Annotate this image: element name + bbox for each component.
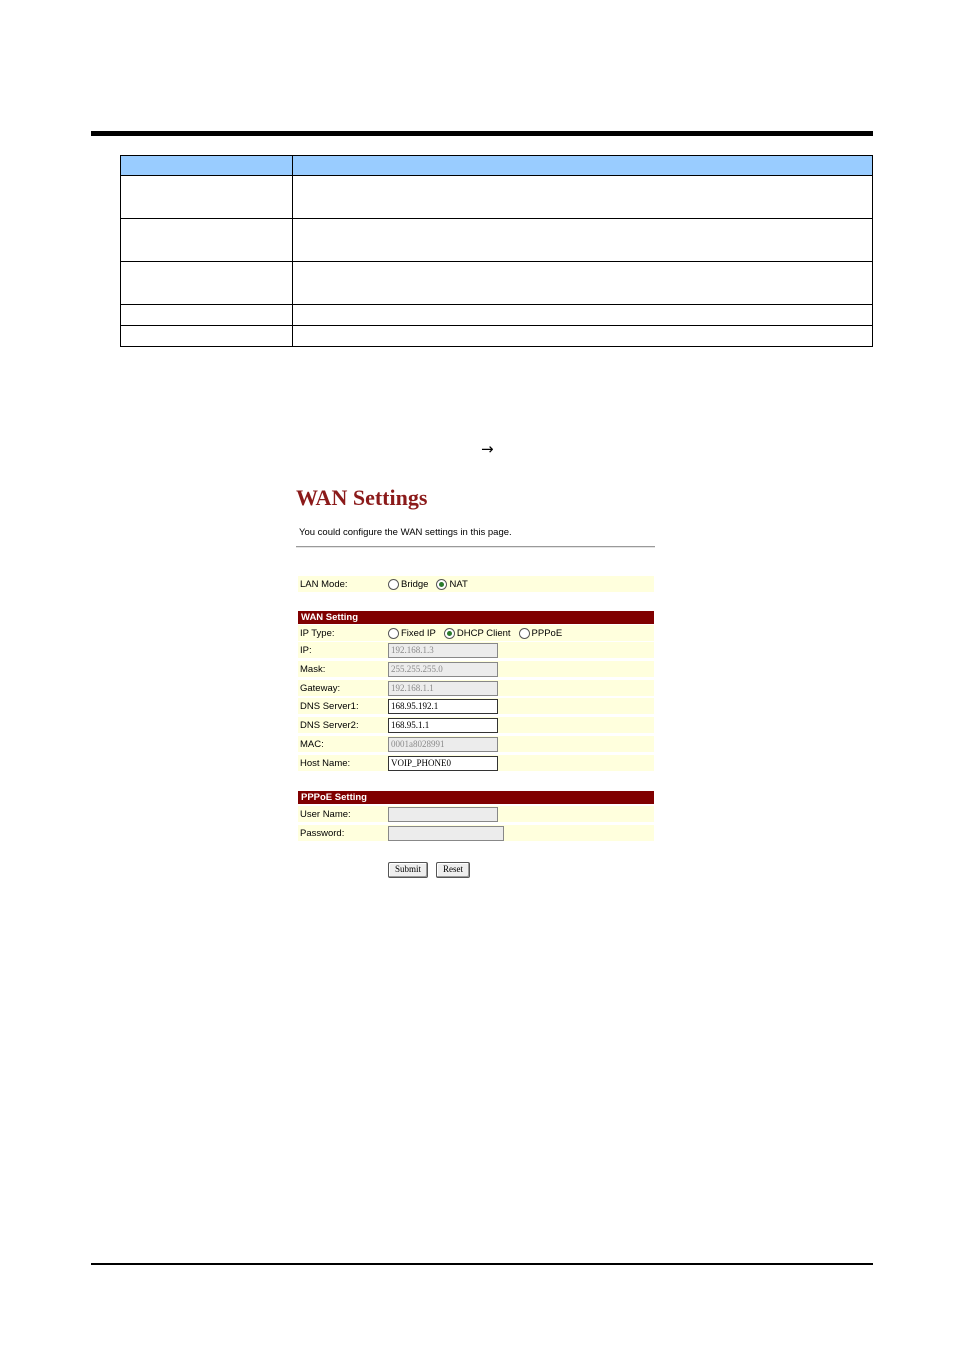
lan-mode-bridge-option[interactable]: Bridge xyxy=(388,579,428,590)
divider xyxy=(296,546,655,548)
user-name-field xyxy=(388,807,498,822)
ip-type-fixed-option[interactable]: Fixed IP xyxy=(388,628,436,639)
mask-label: Mask: xyxy=(300,664,326,675)
table-row xyxy=(121,219,873,262)
ip-row xyxy=(298,642,654,658)
radio-icon[interactable] xyxy=(519,628,530,639)
ip-type-label: IP Type: xyxy=(300,628,335,639)
ip-type-dhcp-option[interactable]: DHCP Client xyxy=(444,628,511,639)
lan-mode-nat-option[interactable]: NAT xyxy=(436,579,467,590)
page-title: WAN Settings xyxy=(296,485,428,510)
host-name-row xyxy=(298,755,654,771)
gateway-row xyxy=(298,680,654,696)
dns-server2-label: DNS Server2: xyxy=(300,720,359,731)
user-name-row xyxy=(298,806,654,822)
wan-setting-header: WAN Setting xyxy=(298,611,654,624)
reset-button[interactable]: Reset xyxy=(436,862,470,878)
mac-label: MAC: xyxy=(300,739,324,750)
table-row xyxy=(121,326,873,347)
ip-type-row xyxy=(298,625,654,641)
table-row xyxy=(121,262,873,305)
mac-field: 0001a8028991 xyxy=(388,737,498,752)
radio-icon[interactable] xyxy=(388,628,399,639)
ip-type-pppoe-option[interactable]: PPPoE xyxy=(519,628,563,639)
dns-server1-label: DNS Server1: xyxy=(300,701,359,712)
page-description: You could configure the WAN settings in this page. xyxy=(299,527,512,538)
dns-server2-input[interactable]: 168.95.1.1 xyxy=(388,718,498,733)
table-row xyxy=(121,305,873,326)
wan-settings-screenshot xyxy=(296,484,658,874)
mac-row xyxy=(298,736,654,752)
table-header-row xyxy=(121,156,873,176)
parameter-table xyxy=(120,155,873,347)
radio-selected-icon[interactable] xyxy=(444,628,455,639)
gateway-field: 192.168.1.1 xyxy=(388,681,498,696)
top-rule xyxy=(91,131,873,136)
radio-icon[interactable] xyxy=(388,579,399,590)
password-field xyxy=(388,826,504,841)
pppoe-setting-header: PPPoE Setting xyxy=(298,791,654,804)
lan-mode-label: LAN Mode: xyxy=(300,579,348,590)
dns-server2-row xyxy=(298,717,654,733)
host-name-input[interactable]: VOIP_PHONE0 xyxy=(388,756,498,771)
user-name-label: User Name: xyxy=(300,809,351,820)
arrow-icon: → xyxy=(481,440,494,458)
lan-mode-row xyxy=(298,576,654,592)
mask-row xyxy=(298,661,654,677)
ip-field: 192.168.1.3 xyxy=(388,643,498,658)
ip-label: IP: xyxy=(300,645,312,656)
bottom-rule xyxy=(91,1263,873,1265)
dns-server1-row xyxy=(298,698,654,714)
submit-button[interactable]: Submit xyxy=(388,862,428,878)
dns-server1-input[interactable]: 168.95.192.1 xyxy=(388,699,498,714)
password-row xyxy=(298,825,654,841)
radio-selected-icon[interactable] xyxy=(436,579,447,590)
host-name-label: Host Name: xyxy=(300,758,351,769)
gateway-label: Gateway: xyxy=(300,683,341,694)
password-label: Password: xyxy=(300,828,345,839)
table-row xyxy=(121,176,873,219)
mask-field: 255.255.255.0 xyxy=(388,662,498,677)
